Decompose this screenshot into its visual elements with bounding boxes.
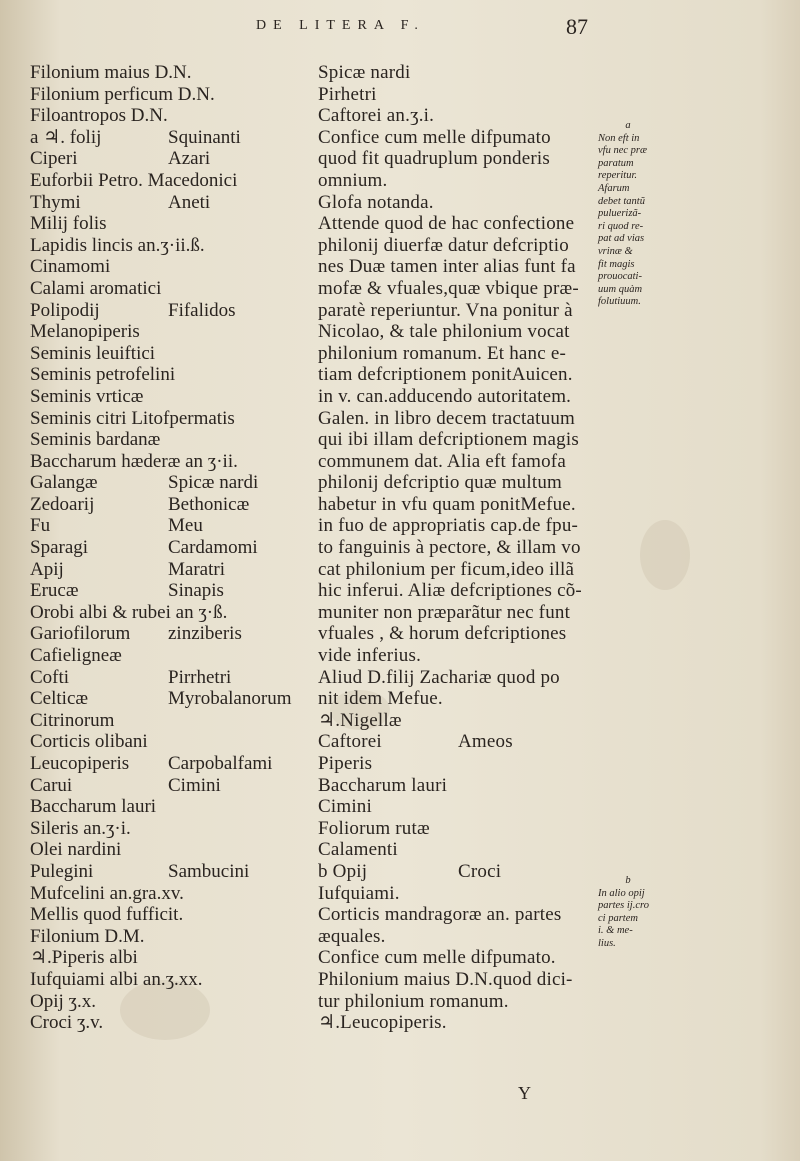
line-text-second: Myrobalanorum bbox=[168, 688, 292, 710]
text-line bbox=[318, 364, 582, 386]
line-text: Spicæ nardi bbox=[318, 62, 411, 83]
signature-mark: Y bbox=[518, 1083, 531, 1103]
line-text: Calamenti bbox=[318, 839, 398, 861]
margin-note-line: puluerizã- bbox=[598, 208, 642, 220]
line-text: a ♃. folij bbox=[30, 126, 102, 148]
line-text: Cofti bbox=[30, 666, 70, 688]
line-text: Croci ʒ.v. bbox=[30, 1012, 104, 1034]
line-text: philonium romanum. Et hanc e- bbox=[318, 342, 566, 364]
line-text: Leucopiperis bbox=[30, 753, 130, 774]
text-line bbox=[30, 818, 302, 840]
line-text: Seminis leuiftici bbox=[30, 342, 156, 364]
line-text: Foliorum rutæ bbox=[318, 817, 430, 839]
line-text: ♃.Nigellæ bbox=[318, 709, 402, 731]
line-text: habetur in vfu quam ponitMefue. bbox=[318, 493, 576, 515]
text-line bbox=[30, 170, 302, 192]
line-text-second: Azari bbox=[168, 148, 211, 170]
line-text: Piperis bbox=[318, 753, 373, 774]
text-line bbox=[318, 62, 582, 84]
line-text: Polipodij bbox=[30, 299, 100, 321]
text-line bbox=[318, 969, 582, 991]
line-text-second: Spicæ nardi bbox=[168, 472, 259, 494]
line-text: Carui bbox=[30, 774, 73, 796]
line-text-second: Fifalidos bbox=[168, 299, 236, 321]
text-line bbox=[30, 947, 302, 969]
text-line bbox=[30, 278, 302, 300]
text-line bbox=[30, 451, 302, 473]
text-line bbox=[318, 494, 582, 516]
margin-note-line: vrinæ & bbox=[598, 245, 633, 257]
page-header bbox=[0, 14, 800, 48]
line-text: Erucæ bbox=[30, 580, 79, 602]
text-line bbox=[318, 192, 582, 214]
line-text: Fu bbox=[30, 515, 51, 537]
text-line bbox=[30, 515, 302, 537]
line-text: philonij defcriptio quæ multum bbox=[318, 472, 563, 494]
line-text: Apij bbox=[30, 558, 64, 580]
line-text: vfuales , & horum defcriptiones bbox=[318, 623, 567, 645]
line-text: mofæ & vfuales,quæ vbique præ- bbox=[318, 277, 579, 299]
text-line bbox=[30, 926, 302, 948]
line-text: paratè reperiuntur. Vna ponitur à bbox=[318, 299, 573, 321]
margin-note-line: debet tantũ bbox=[598, 195, 645, 207]
main-column bbox=[318, 62, 582, 1034]
line-text-second: Aneti bbox=[168, 191, 211, 213]
line-text: Philonium maius D.N.quod dici- bbox=[318, 968, 573, 990]
margin-note-b bbox=[598, 875, 678, 951]
line-text: Seminis citri Litofpermatis bbox=[30, 407, 235, 429]
text-line bbox=[30, 105, 302, 127]
line-text: nes Duæ tamen inter alias funt fa bbox=[318, 256, 576, 278]
line-text: Filonium maius D.N. bbox=[30, 62, 192, 83]
text-line bbox=[318, 818, 582, 840]
line-text: Mellis quod fufficit. bbox=[30, 904, 184, 926]
line-text: Thymi bbox=[30, 191, 81, 213]
text-line bbox=[30, 321, 302, 343]
text-line bbox=[318, 84, 582, 106]
text-line bbox=[30, 494, 302, 516]
line-text-second: Carpobalfami bbox=[168, 753, 273, 774]
margin-note-a bbox=[598, 120, 678, 309]
line-text: Baccharum lauri bbox=[318, 774, 448, 796]
margin-note-line: folutiuum. bbox=[598, 296, 641, 308]
margin-note-line: Afarum bbox=[598, 182, 630, 194]
line-text: Glofa notanda. bbox=[318, 191, 434, 213]
line-text: in fuo de appropriatis cap.de fpu- bbox=[318, 515, 579, 537]
line-text-second: Ameos bbox=[458, 731, 513, 753]
text-line bbox=[30, 623, 302, 645]
line-text: omnium. bbox=[318, 169, 388, 191]
text-line bbox=[30, 839, 302, 861]
line-text: Ciperi bbox=[30, 148, 78, 170]
line-text: communem dat. Alia eft famofa bbox=[318, 450, 566, 472]
line-text: Pirhetri bbox=[318, 83, 377, 105]
margin-note-line: fit magis bbox=[598, 258, 635, 270]
text-line bbox=[318, 386, 582, 408]
text-line bbox=[318, 753, 582, 775]
margin-note-line: a bbox=[625, 120, 631, 131]
line-text: Mufcelini an.gra.xv. bbox=[30, 882, 184, 904]
line-text: in v. can.adducendo autoritatem. bbox=[318, 385, 572, 407]
text-line bbox=[30, 580, 302, 602]
text-line bbox=[318, 127, 582, 149]
text-line bbox=[318, 991, 582, 1013]
text-line bbox=[30, 753, 302, 775]
text-line bbox=[30, 343, 302, 365]
text-line bbox=[30, 667, 302, 689]
margin-note-line: uum quàm bbox=[598, 283, 643, 295]
page-number: 87 bbox=[566, 14, 588, 39]
line-text: Orobi albi & rubei an ʒ·ß. bbox=[30, 601, 228, 623]
text-line bbox=[318, 559, 582, 581]
line-text-second: Meu bbox=[168, 515, 203, 537]
text-line bbox=[30, 969, 302, 991]
text-line bbox=[318, 710, 582, 732]
line-text: Euforbii Petro. Macedonici bbox=[30, 169, 238, 191]
text-line bbox=[318, 148, 582, 170]
line-text: qui ibi illam defcriptionem magis bbox=[318, 429, 579, 451]
text-line bbox=[30, 213, 302, 235]
text-line bbox=[318, 580, 582, 602]
line-text: Zedoarij bbox=[30, 493, 95, 515]
text-line bbox=[30, 386, 302, 408]
line-text: Celticæ bbox=[30, 688, 89, 710]
text-line bbox=[318, 1012, 582, 1034]
line-text: Citrinorum bbox=[30, 709, 115, 731]
text-line bbox=[30, 364, 302, 386]
line-text-second: zinziberis bbox=[168, 623, 242, 645]
line-text: nit idem Mefue. bbox=[318, 688, 443, 710]
margin-note-line: i. & me- bbox=[598, 925, 633, 937]
line-text: quod fit quadruplum ponderis bbox=[318, 148, 550, 170]
margin-note-line: In alio opij bbox=[598, 887, 645, 899]
line-text: Cafieligneæ bbox=[30, 645, 122, 667]
line-text: Milij folis bbox=[30, 213, 107, 235]
line-text: Confice cum melle difpumato bbox=[318, 126, 551, 148]
line-text: Melanopiperis bbox=[30, 321, 140, 343]
text-line bbox=[318, 861, 582, 883]
line-text-second: Cimini bbox=[168, 774, 221, 796]
text-line bbox=[30, 731, 302, 753]
text-line bbox=[30, 235, 302, 257]
line-text: Galangæ bbox=[30, 472, 98, 494]
line-text: tiam defcriptionem ponitAuicen. bbox=[318, 364, 573, 386]
text-line bbox=[318, 904, 582, 926]
text-line bbox=[30, 429, 302, 451]
text-line bbox=[318, 667, 582, 689]
line-text: tur philonium romanum. bbox=[318, 990, 509, 1012]
line-text: Seminis petrofelini bbox=[30, 364, 176, 386]
margin-note-line: lius. bbox=[598, 937, 616, 949]
line-text: b Opij bbox=[318, 860, 368, 882]
line-text-second: Sambucini bbox=[168, 860, 250, 882]
text-line bbox=[318, 170, 582, 192]
text-line bbox=[318, 235, 582, 257]
text-line bbox=[30, 796, 302, 818]
line-text: Lapidis lincis an.ʒ·ii.ß. bbox=[30, 234, 205, 256]
text-line bbox=[318, 105, 582, 127]
line-text: hic inferui. Aliæ defcriptiones cõ- bbox=[318, 580, 582, 602]
text-line bbox=[318, 947, 582, 969]
text-line bbox=[30, 408, 302, 430]
line-text: Corticis olibani bbox=[30, 731, 148, 753]
line-text: Iufquiami albi an.ʒ.xx. bbox=[30, 968, 203, 990]
line-text: Confice cum melle difpumato. bbox=[318, 947, 556, 969]
text-line bbox=[30, 710, 302, 732]
line-text: muniter non præparãtur nec funt bbox=[318, 601, 571, 623]
line-text: ♃.Piperis albi bbox=[30, 947, 138, 969]
line-text: Filonium perficum D.N. bbox=[30, 83, 215, 105]
line-text: Olei nardini bbox=[30, 839, 122, 861]
line-text: Aliud D.filij Zachariæ quod po bbox=[318, 666, 560, 688]
margin-note-line: ri quod re- bbox=[598, 220, 644, 232]
line-text: Cinamomi bbox=[30, 256, 111, 278]
line-text: Pulegini bbox=[30, 860, 94, 882]
margin-note-line: partes ij.cro bbox=[598, 900, 649, 912]
line-text-second: Croci bbox=[458, 860, 502, 882]
text-line bbox=[30, 300, 302, 322]
text-line bbox=[318, 343, 582, 365]
line-text-second: Squinanti bbox=[168, 126, 241, 148]
margin-note-line: ci partem bbox=[598, 912, 638, 924]
line-text: Caftorei an.ʒ.i. bbox=[318, 105, 435, 127]
margin-note-line: prouocati- bbox=[598, 271, 642, 283]
text-line bbox=[30, 148, 302, 170]
line-text: Corticis mandragoræ an. partes bbox=[318, 904, 562, 926]
left-column bbox=[30, 62, 302, 1034]
text-line bbox=[30, 991, 302, 1013]
line-text-second: Bethonicæ bbox=[168, 493, 250, 515]
text-line bbox=[318, 731, 582, 753]
text-line bbox=[318, 321, 582, 343]
text-line bbox=[318, 839, 582, 861]
text-line bbox=[318, 300, 582, 322]
line-text: Sparagi bbox=[30, 537, 89, 559]
text-line bbox=[30, 537, 302, 559]
text-line bbox=[30, 883, 302, 905]
text-line bbox=[30, 559, 302, 581]
line-text: Calami aromatici bbox=[30, 277, 162, 299]
line-text: Opij ʒ.x. bbox=[30, 990, 96, 1012]
line-text: vide inferius. bbox=[318, 645, 422, 667]
margin-note-line: pat ad vias bbox=[598, 233, 645, 245]
line-text-second: Sinapis bbox=[168, 580, 224, 602]
line-text: Baccharum hæderæ an ʒ·ii. bbox=[30, 450, 238, 472]
text-line bbox=[318, 602, 582, 624]
text-line bbox=[318, 645, 582, 667]
text-line bbox=[318, 429, 582, 451]
text-line bbox=[318, 256, 582, 278]
text-line bbox=[318, 472, 582, 494]
text-line bbox=[318, 623, 582, 645]
margin-note-line: vfu nec præ bbox=[598, 145, 647, 157]
line-text: Iufquiami. bbox=[318, 882, 400, 904]
line-text: Seminis bardanæ bbox=[30, 429, 161, 451]
running-title: DE LITERA F. bbox=[256, 18, 425, 33]
text-line bbox=[30, 904, 302, 926]
text-line bbox=[30, 256, 302, 278]
text-line bbox=[318, 796, 582, 818]
text-line bbox=[318, 451, 582, 473]
line-text: Attende quod de hac confectione bbox=[318, 213, 575, 235]
margin-note-line: reperitur. bbox=[598, 170, 637, 182]
text-line bbox=[318, 537, 582, 559]
text-line bbox=[30, 861, 302, 883]
text-line bbox=[318, 213, 582, 235]
text-line bbox=[30, 688, 302, 710]
text-line bbox=[30, 192, 302, 214]
line-text: Filonium D.M. bbox=[30, 925, 145, 947]
text-line bbox=[318, 515, 582, 537]
paper-stain bbox=[640, 520, 690, 590]
line-text: Cimini bbox=[318, 796, 372, 818]
line-text: ♃.Leucopiperis. bbox=[318, 1012, 447, 1034]
line-text: Nicolao, & tale philonium vocat bbox=[318, 321, 570, 343]
text-line bbox=[30, 775, 302, 797]
text-line bbox=[318, 408, 582, 430]
margin-note-line: Non eft in bbox=[598, 132, 640, 144]
text-line bbox=[30, 472, 302, 494]
text-line bbox=[318, 278, 582, 300]
margin-note-line: paratum bbox=[598, 157, 634, 169]
line-text: Seminis vrticæ bbox=[30, 385, 144, 407]
text-line bbox=[318, 688, 582, 710]
text-line bbox=[318, 926, 582, 948]
line-text: to fanguinis à pectore, & illam vo bbox=[318, 537, 581, 559]
line-text-second: Cardamomi bbox=[168, 537, 258, 559]
line-text: Gariofilorum bbox=[30, 623, 131, 645]
text-line bbox=[30, 1012, 302, 1034]
margin-note-line: b bbox=[625, 875, 631, 886]
line-text: Sileris an.ʒ·i. bbox=[30, 817, 131, 839]
text-line bbox=[30, 62, 302, 84]
text-line bbox=[318, 883, 582, 905]
line-text: Baccharum lauri bbox=[30, 796, 157, 818]
line-text: Filoantropos D.N. bbox=[30, 105, 168, 127]
line-text-second: Pirrhetri bbox=[168, 666, 232, 688]
text-line bbox=[318, 775, 582, 797]
text-line bbox=[30, 84, 302, 106]
line-text: philonij diuerfæ datur defcriptio bbox=[318, 234, 569, 256]
line-text: æquales. bbox=[318, 925, 386, 947]
text-line bbox=[30, 127, 302, 149]
line-text: cat philonium per ficum,ideo illã bbox=[318, 558, 575, 580]
text-line bbox=[30, 645, 302, 667]
line-text: Galen. in libro decem tractatuum bbox=[318, 407, 575, 429]
text-line bbox=[30, 602, 302, 624]
line-text-second: Maratri bbox=[168, 558, 225, 580]
line-text: Caftorei bbox=[318, 731, 382, 753]
